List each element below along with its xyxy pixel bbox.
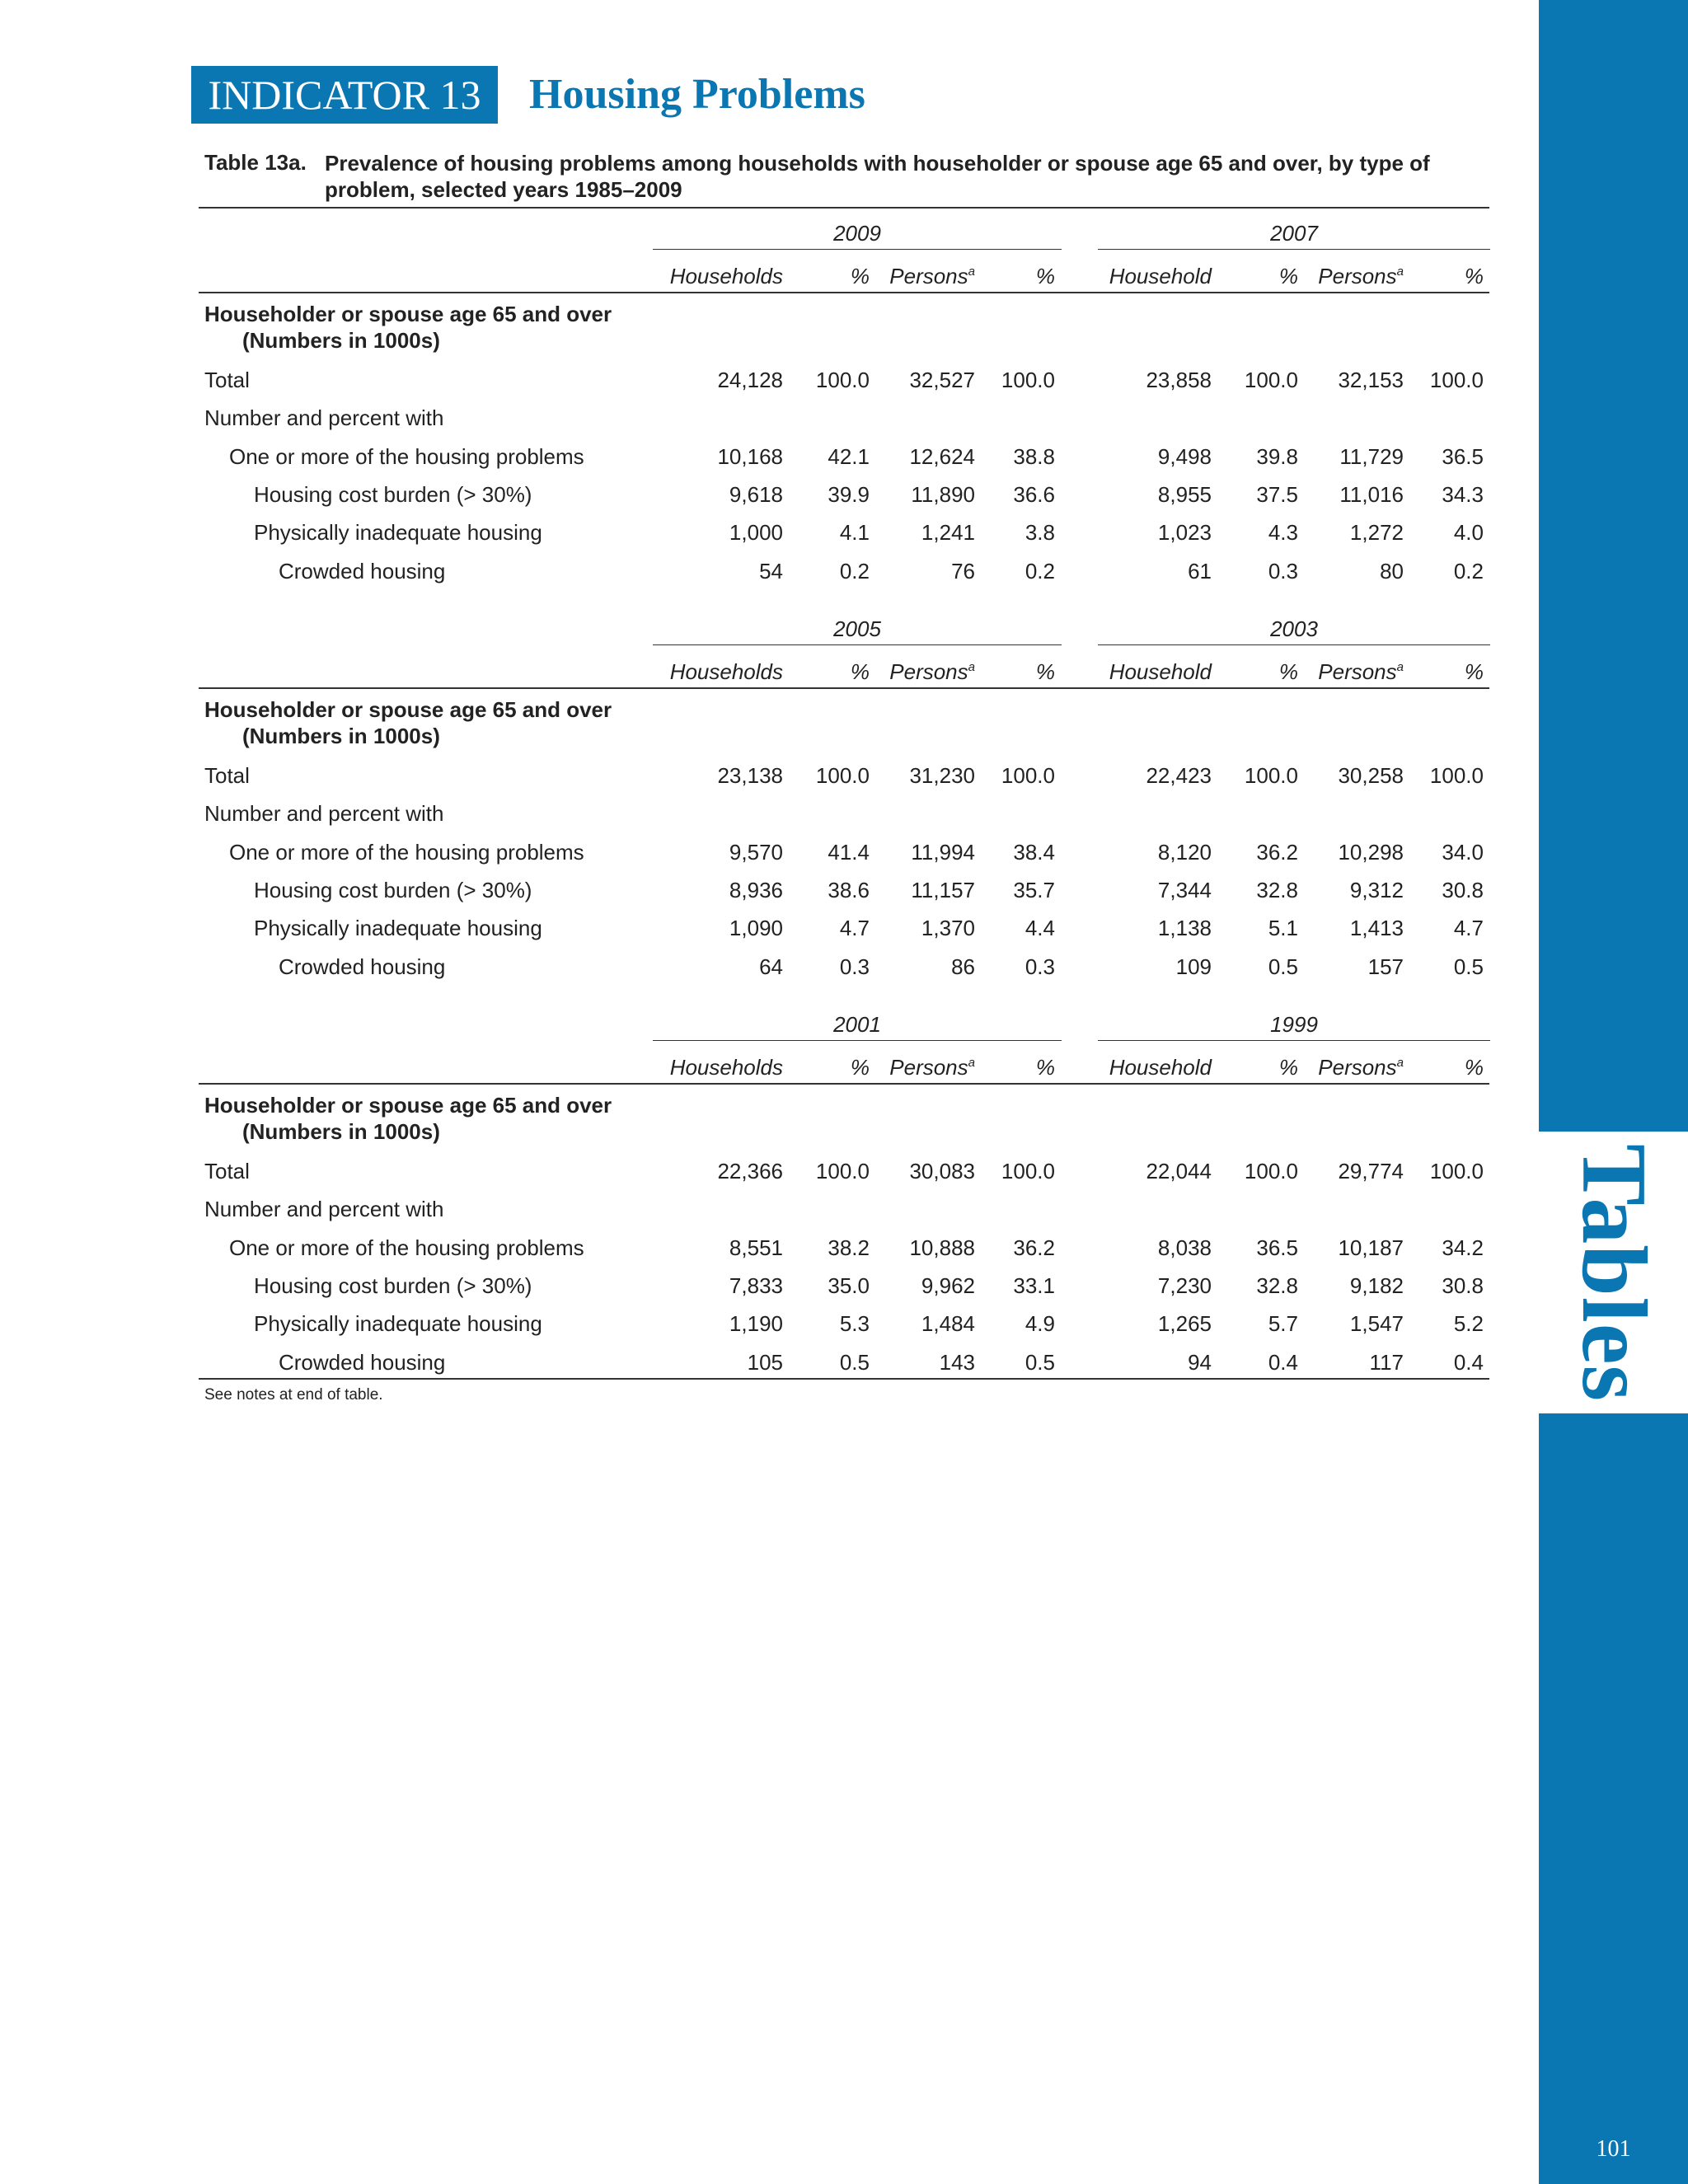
table-cell: 12,624 bbox=[909, 443, 975, 469]
table-cell: 100.0 bbox=[1244, 1159, 1298, 1183]
column-header-rule bbox=[199, 292, 1489, 293]
table-cell: 86 bbox=[951, 954, 975, 979]
table-cell: 11,016 bbox=[1339, 481, 1404, 507]
table-cell: 10,298 bbox=[1338, 839, 1404, 865]
group-label: Householder or spouse age 65 and over bbox=[204, 697, 612, 722]
row-label: Number and percent with bbox=[204, 405, 444, 431]
table-cell: 38.6 bbox=[828, 877, 870, 902]
table-cell: 100.0 bbox=[1001, 1159, 1055, 1183]
table-cell: 41.4 bbox=[828, 839, 870, 865]
table-cell: 35.7 bbox=[1013, 877, 1055, 902]
row-label: One or more of the housing problems bbox=[229, 1235, 584, 1260]
table-cell: 100.0 bbox=[1429, 1159, 1484, 1183]
group-label: Householder or spouse age 65 and over bbox=[204, 302, 612, 326]
table-cell: 1,265 bbox=[1157, 1311, 1212, 1337]
table-cell: 35.0 bbox=[828, 1272, 870, 1298]
table-cell: 0.2 bbox=[839, 558, 870, 583]
table-cell: 4.0 bbox=[1453, 520, 1484, 546]
table-cell: 1,370 bbox=[921, 916, 975, 941]
footnote-marker: a bbox=[968, 660, 975, 674]
year-rule-left bbox=[653, 1040, 1062, 1041]
table-cell: 8,120 bbox=[1157, 839, 1212, 865]
table-cell: 22,423 bbox=[1146, 763, 1212, 788]
row-label: Number and percent with bbox=[204, 1197, 444, 1222]
col-header-label: Households bbox=[669, 659, 783, 684]
table-cell: 39.8 bbox=[1256, 443, 1298, 469]
table-cell: 100.0 bbox=[1429, 368, 1484, 392]
table-cell: 4.7 bbox=[1453, 916, 1484, 941]
table-cell: 38.2 bbox=[828, 1235, 870, 1260]
table-cell: 1,138 bbox=[1157, 916, 1212, 941]
row-label: Crowded housing bbox=[279, 558, 446, 583]
table-cell: 22,366 bbox=[717, 1159, 783, 1183]
column-header-rule bbox=[199, 687, 1489, 689]
row-label: Crowded housing bbox=[279, 954, 446, 979]
row-label: One or more of the housing problems bbox=[229, 443, 584, 469]
year-header-left: 2005 bbox=[833, 616, 881, 641]
table-cell: 32,153 bbox=[1338, 368, 1404, 392]
col-header-label: Persons bbox=[889, 1055, 968, 1080]
table-cell: 11,729 bbox=[1339, 443, 1404, 469]
col-header-label: Households bbox=[669, 264, 783, 288]
table-cell: 7,230 bbox=[1157, 1272, 1212, 1298]
year-rule-left bbox=[653, 249, 1062, 250]
col-header-pct bbox=[1319, 1055, 1484, 1080]
table-cell: 7,833 bbox=[729, 1272, 783, 1298]
footnote-marker: a bbox=[968, 1056, 975, 1070]
year-rule-right bbox=[1098, 249, 1490, 250]
table-cell: 1,090 bbox=[729, 916, 783, 941]
table-cell: 0.5 bbox=[1268, 954, 1298, 979]
table-cell: 3.8 bbox=[1025, 520, 1055, 546]
footnote-marker: a bbox=[1396, 1056, 1404, 1070]
table-cell: 64 bbox=[759, 954, 783, 979]
table-cell: 9,498 bbox=[1157, 443, 1212, 469]
group-sublabel: (Numbers in 1000s) bbox=[242, 328, 440, 353]
table-cell: 10,888 bbox=[909, 1235, 975, 1260]
row-label: Total bbox=[204, 763, 250, 788]
footnote-marker: a bbox=[1396, 265, 1404, 279]
table-cell: 1,000 bbox=[729, 520, 783, 546]
year-header-left: 2001 bbox=[833, 1012, 881, 1037]
table-cell: 0.5 bbox=[1453, 954, 1484, 979]
table-cell: 1,272 bbox=[1349, 520, 1404, 546]
table-cell: 100.0 bbox=[1244, 368, 1298, 392]
table-cell: 100.0 bbox=[815, 1159, 870, 1183]
page-number: 101 bbox=[1596, 2136, 1631, 2162]
table-cell: 100.0 bbox=[815, 763, 870, 788]
col-header-label: % bbox=[850, 264, 870, 288]
table-cell: 105 bbox=[747, 1349, 783, 1375]
col-header-label: Persons bbox=[889, 659, 968, 684]
table-cell: 36.5 bbox=[1256, 1235, 1298, 1260]
side-section-label: Tables bbox=[1563, 1143, 1665, 1402]
table-cell: 10,168 bbox=[717, 443, 783, 469]
table-cell: 5.3 bbox=[839, 1311, 870, 1337]
table-cell: 4.3 bbox=[1268, 520, 1298, 546]
table-cell: 9,962 bbox=[921, 1272, 975, 1298]
table-cell: 1,413 bbox=[1349, 916, 1404, 941]
table-cell: 1,241 bbox=[921, 520, 975, 546]
table-cell: 8,038 bbox=[1157, 1235, 1212, 1260]
table-cell: 8,936 bbox=[729, 877, 783, 902]
table-cell: 34.3 bbox=[1442, 481, 1484, 507]
table-number: Table 13a. bbox=[204, 150, 307, 175]
column-header-rule bbox=[199, 1083, 1489, 1085]
table-cell: 9,570 bbox=[729, 839, 783, 865]
col-header-label: Persons bbox=[1318, 264, 1397, 288]
row-label: Total bbox=[204, 1159, 250, 1183]
table-cell: 29,774 bbox=[1338, 1159, 1404, 1183]
table-cell: 10,187 bbox=[1338, 1235, 1404, 1260]
table-cell: 109 bbox=[1175, 954, 1212, 979]
table-cell: 34.2 bbox=[1442, 1235, 1484, 1260]
table-cell: 23,138 bbox=[717, 763, 783, 788]
table-cell: 39.9 bbox=[828, 481, 870, 507]
table-cell: 30,258 bbox=[1338, 763, 1404, 788]
table-cell: 0.4 bbox=[1268, 1349, 1298, 1375]
page-title: Housing Problems bbox=[529, 71, 865, 118]
col-header-pct bbox=[1319, 264, 1484, 289]
table-cell: 9,182 bbox=[1349, 1272, 1404, 1298]
side-band-top bbox=[1539, 0, 1688, 1132]
table-cell: 5.2 bbox=[1453, 1311, 1484, 1337]
table-cell: 1,547 bbox=[1349, 1311, 1404, 1337]
row-label: Physically inadequate housing bbox=[254, 520, 542, 546]
col-header-label: % bbox=[850, 1055, 870, 1080]
table-cell: 11,157 bbox=[911, 877, 975, 902]
table-cell: 0.3 bbox=[1025, 954, 1055, 979]
col-header-label: % bbox=[1464, 659, 1484, 684]
table-cell: 0.2 bbox=[1453, 558, 1484, 583]
row-label: Crowded housing bbox=[279, 1349, 446, 1375]
table-cell: 100.0 bbox=[1244, 763, 1298, 788]
group-label: Householder or spouse age 65 and over bbox=[204, 1093, 612, 1118]
table-cell: 80 bbox=[1380, 558, 1404, 583]
table-cell: 4.1 bbox=[839, 520, 870, 546]
col-header-label: Persons bbox=[889, 264, 968, 288]
col-header-label: % bbox=[1035, 659, 1055, 684]
group-sublabel: (Numbers in 1000s) bbox=[242, 1119, 440, 1144]
table-cell: 42.1 bbox=[828, 443, 870, 469]
row-label: Number and percent with bbox=[204, 801, 444, 827]
table-cell: 1,484 bbox=[921, 1311, 975, 1337]
table-cell: 11,994 bbox=[911, 839, 975, 865]
table-cell: 32,527 bbox=[909, 368, 975, 392]
table-cell: 5.1 bbox=[1268, 916, 1298, 941]
table-cell: 54 bbox=[759, 558, 783, 583]
col-header-pct bbox=[890, 659, 1055, 685]
table-cell: 4.7 bbox=[839, 916, 870, 941]
table-footnote: See notes at end of table. bbox=[204, 1386, 383, 1404]
col-header-pct bbox=[890, 1055, 1055, 1080]
table-cell: 30.8 bbox=[1442, 1272, 1484, 1298]
table-cell: 32.8 bbox=[1256, 877, 1298, 902]
row-label: Physically inadequate housing bbox=[254, 916, 542, 941]
table-cell: 0.5 bbox=[1025, 1349, 1055, 1375]
table-cell: 157 bbox=[1367, 954, 1404, 979]
table-cell: 23,858 bbox=[1146, 368, 1212, 392]
indicator-badge: INDICATOR 13 bbox=[191, 66, 498, 124]
table-cell: 37.5 bbox=[1256, 481, 1298, 507]
table-cell: 34.0 bbox=[1442, 839, 1484, 865]
col-header-label: % bbox=[1035, 264, 1055, 288]
table-cell: 9,618 bbox=[729, 481, 783, 507]
table-cell: 1,190 bbox=[729, 1311, 783, 1337]
col-header-label: Households bbox=[669, 1055, 783, 1080]
col-header-label: % bbox=[1464, 264, 1484, 288]
table-cell: 31,230 bbox=[909, 763, 975, 788]
table-cell: 8,955 bbox=[1157, 481, 1212, 507]
col-header-label: Household bbox=[1109, 659, 1212, 684]
table-cell: 30,083 bbox=[909, 1159, 975, 1183]
table-cell: 1,023 bbox=[1157, 520, 1212, 546]
col-header-label: Persons bbox=[1318, 1055, 1397, 1080]
year-header-right: 2003 bbox=[1270, 616, 1318, 641]
table-cell: 117 bbox=[1369, 1349, 1404, 1375]
table-cell: 100.0 bbox=[1001, 763, 1055, 788]
table-cell: 30.8 bbox=[1442, 877, 1484, 902]
col-header-label: Persons bbox=[1318, 659, 1397, 684]
side-band-bottom bbox=[1539, 1413, 1688, 2184]
row-label: Physically inadequate housing bbox=[254, 1311, 542, 1337]
group-sublabel: (Numbers in 1000s) bbox=[242, 724, 440, 748]
table-cell: 0.2 bbox=[1025, 558, 1055, 583]
table-cell: 11,890 bbox=[911, 481, 975, 507]
row-label: One or more of the housing problems bbox=[229, 839, 584, 865]
table-cell: 24,128 bbox=[717, 368, 783, 392]
table-cell: 9,312 bbox=[1349, 877, 1404, 902]
table-top-rule bbox=[199, 207, 1489, 209]
col-header-pct bbox=[890, 264, 1055, 289]
table-cell: 100.0 bbox=[1429, 763, 1484, 788]
table-cell: 4.9 bbox=[1025, 1311, 1055, 1337]
row-label: Total bbox=[204, 368, 250, 392]
col-header-pct bbox=[1319, 659, 1484, 685]
table-cell: 4.4 bbox=[1025, 916, 1055, 941]
table-cell: 5.7 bbox=[1268, 1311, 1298, 1337]
table-cell: 36.2 bbox=[1013, 1235, 1055, 1260]
year-rule-left bbox=[653, 644, 1062, 645]
row-label: Housing cost burden (> 30%) bbox=[254, 877, 532, 902]
table-cell: 33.1 bbox=[1013, 1272, 1055, 1298]
table-cell: 0.4 bbox=[1453, 1349, 1484, 1375]
table-cell: 8,551 bbox=[729, 1235, 783, 1260]
row-label: Housing cost burden (> 30%) bbox=[254, 1272, 532, 1298]
table-cell: 36.6 bbox=[1013, 481, 1055, 507]
footnote-marker: a bbox=[1396, 660, 1404, 674]
table-cell: 36.2 bbox=[1256, 839, 1298, 865]
table-cell: 0.3 bbox=[1268, 558, 1298, 583]
row-label: Housing cost burden (> 30%) bbox=[254, 481, 532, 507]
year-rule-right bbox=[1098, 644, 1490, 645]
footnote-marker: a bbox=[968, 265, 975, 279]
year-header-left: 2009 bbox=[833, 221, 881, 246]
table-caption: Prevalence of housing problems among households with householder or spouse age 65 and over, by type of problem, selected years 1985–2009 bbox=[325, 151, 1430, 202]
year-header-right: 1999 bbox=[1270, 1012, 1318, 1037]
table-cell: 36.5 bbox=[1442, 443, 1484, 469]
table-cell: 76 bbox=[951, 558, 975, 583]
col-header-label: % bbox=[1278, 659, 1298, 684]
table-cell: 100.0 bbox=[1001, 368, 1055, 392]
col-header-label: % bbox=[1035, 1055, 1055, 1080]
col-header-label: % bbox=[1278, 264, 1298, 288]
table-cell: 0.3 bbox=[839, 954, 870, 979]
table-cell: 32.8 bbox=[1256, 1272, 1298, 1298]
year-rule-right bbox=[1098, 1040, 1490, 1041]
table-cell: 100.0 bbox=[815, 368, 870, 392]
table-cell: 22,044 bbox=[1146, 1159, 1212, 1183]
table-cell: 7,344 bbox=[1157, 877, 1212, 902]
table-cell: 143 bbox=[939, 1349, 975, 1375]
table-cell: 94 bbox=[1188, 1349, 1212, 1375]
col-header-label: Household bbox=[1109, 264, 1212, 288]
col-header-label: % bbox=[1464, 1055, 1484, 1080]
table-bottom-rule bbox=[199, 1378, 1489, 1380]
table-cell: 61 bbox=[1188, 558, 1212, 583]
table-cell: 0.5 bbox=[839, 1349, 870, 1375]
table-cell: 38.4 bbox=[1013, 839, 1055, 865]
table-cell: 38.8 bbox=[1013, 443, 1055, 469]
col-header-label: Household bbox=[1109, 1055, 1212, 1080]
col-header-label: % bbox=[850, 659, 870, 684]
year-header-right: 2007 bbox=[1270, 221, 1318, 246]
col-header-label: % bbox=[1278, 1055, 1298, 1080]
